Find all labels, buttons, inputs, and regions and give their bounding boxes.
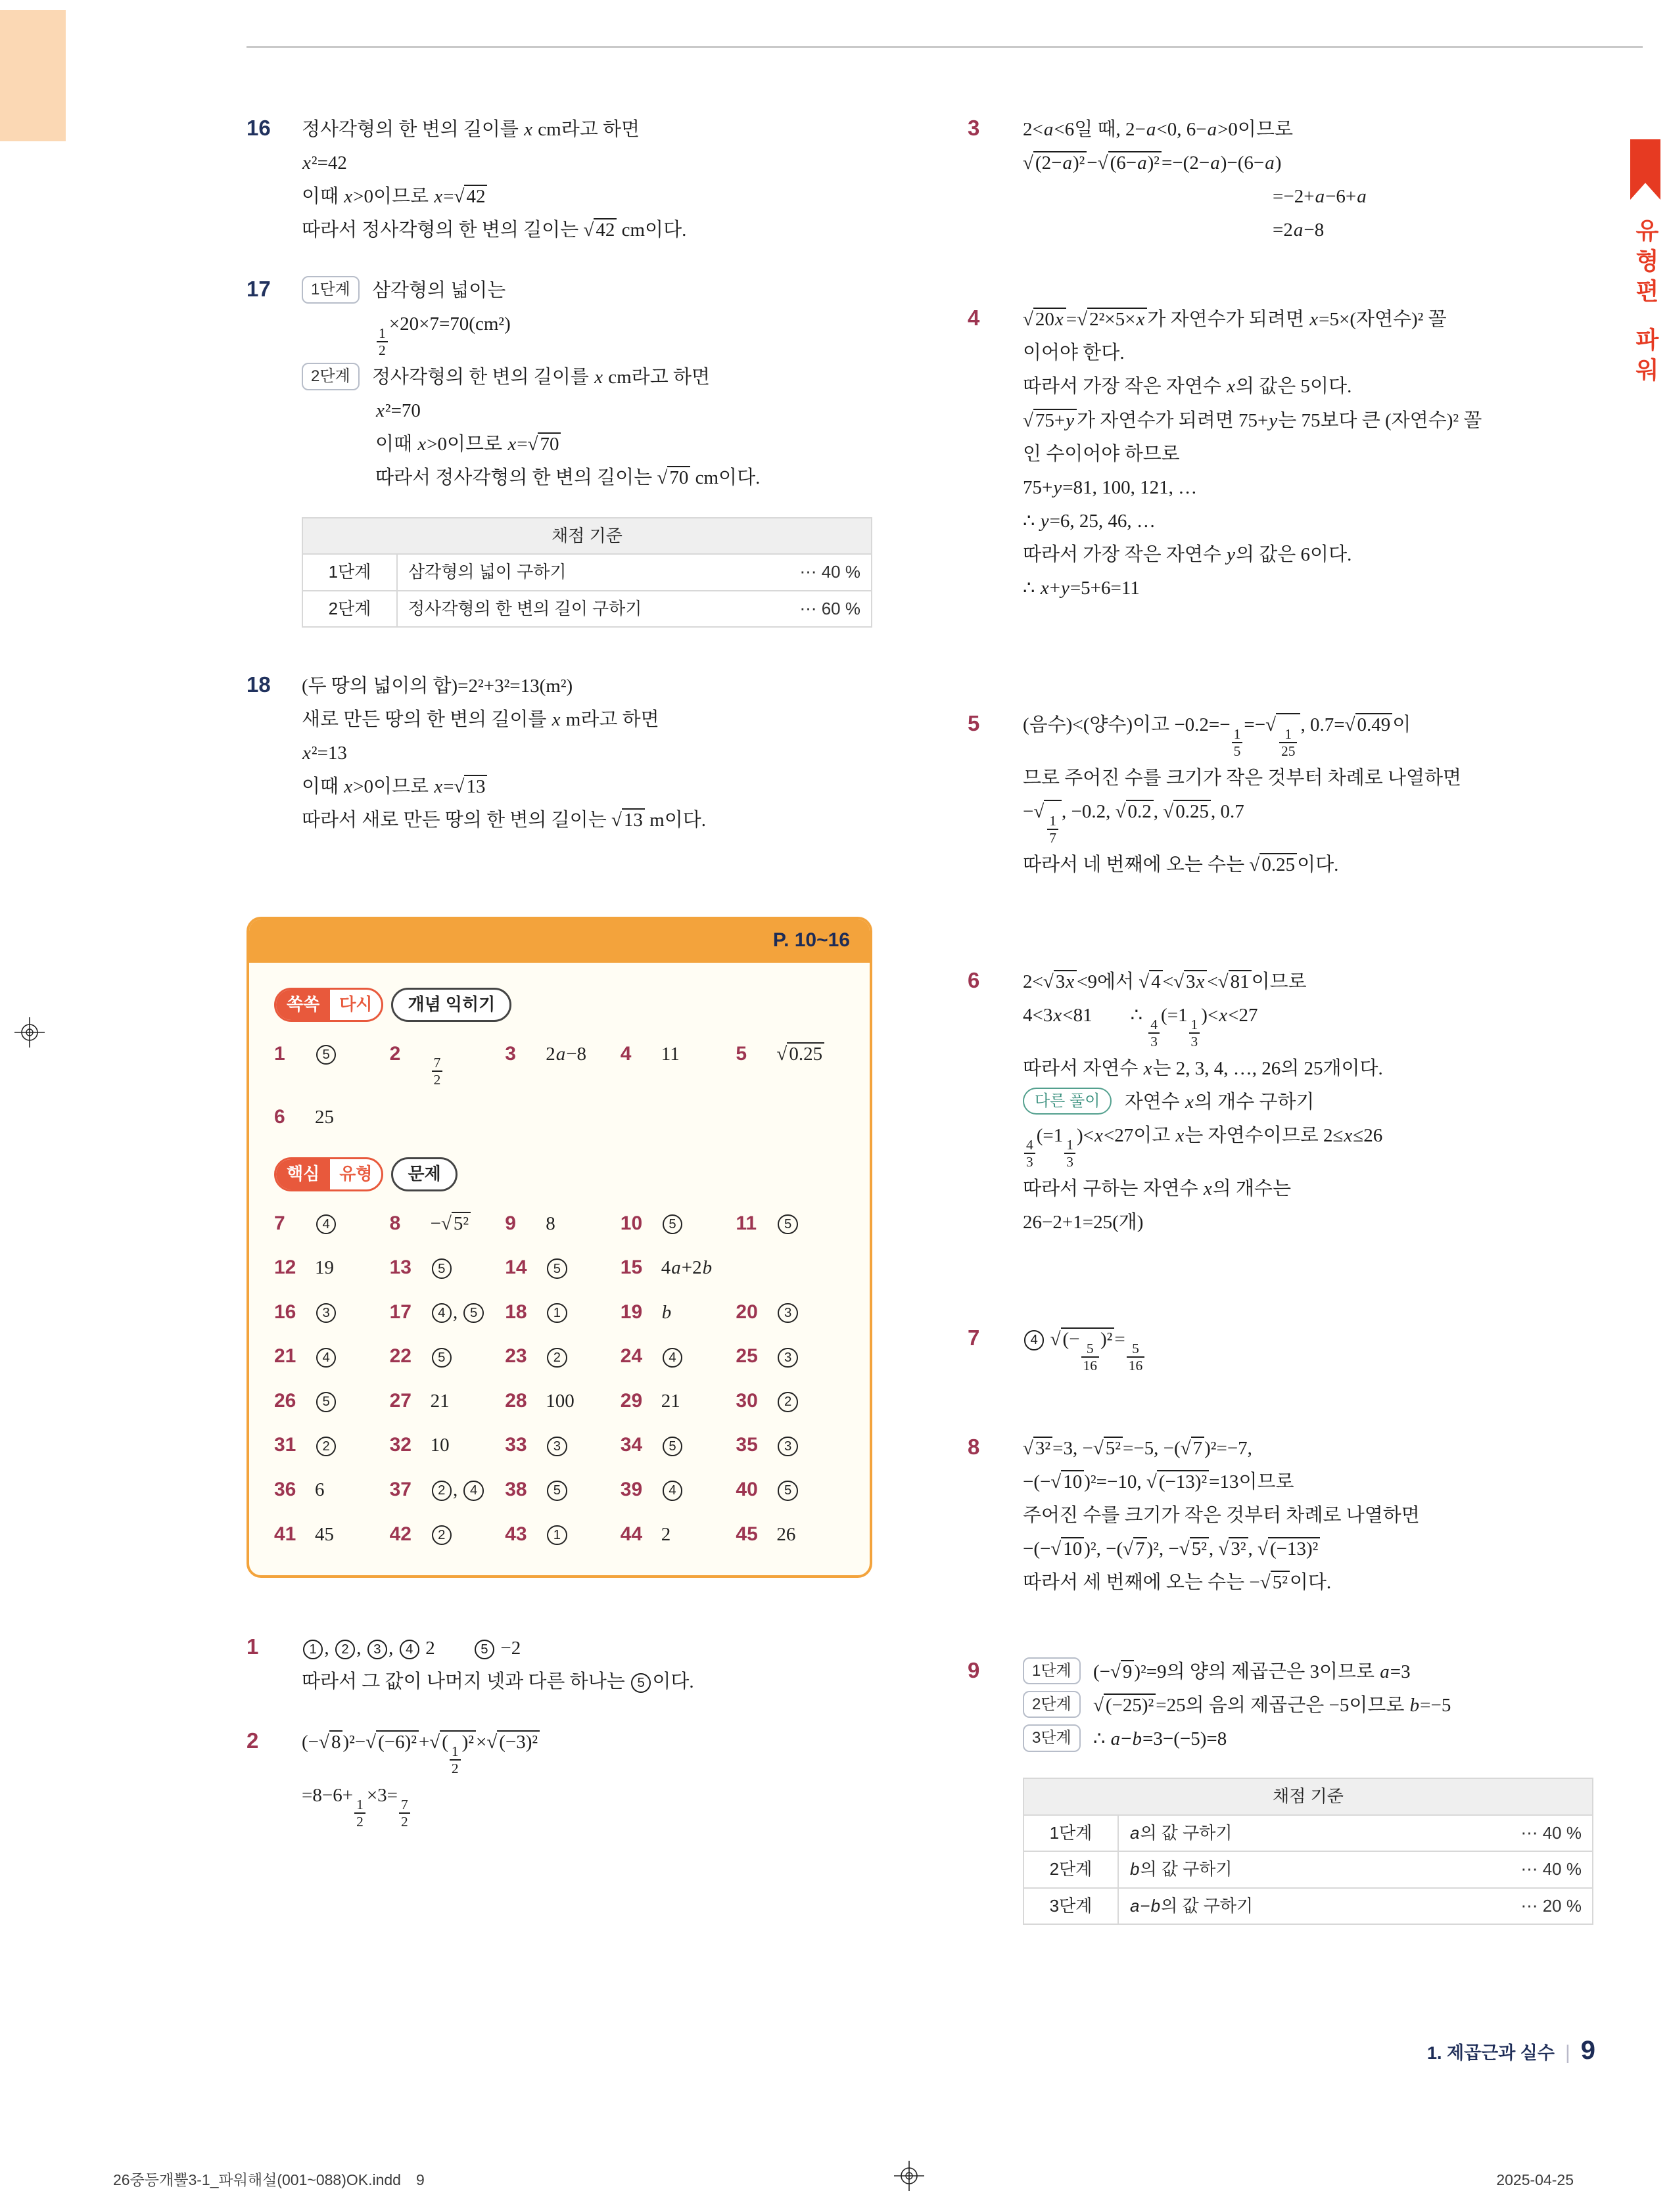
answer-value: 21 (430, 1390, 450, 1412)
answer-number: 25 (736, 1345, 758, 1368)
grading-percent: ⋯ 40 % (738, 554, 872, 591)
answer-number: 36 (274, 1479, 296, 1501)
grading-percent: ⋯ 60 % (738, 591, 872, 628)
problem-6 (968, 963, 1593, 1241)
solution-line: 4<3x<81 ∴ $\frac{4}{3}$ (=1 $\frac{1}{3}$ )<x<27 (1023, 1004, 1258, 1049)
answer-item (736, 1475, 845, 1505)
solution-line: 이어야 한다. (1023, 342, 1125, 364)
answer-item (736, 1039, 845, 1088)
answer-value: 5 (776, 1475, 799, 1504)
answer-value: 5 (661, 1209, 684, 1238)
type-label: 문제 (391, 1157, 457, 1191)
solution-line: 따라서 가장 작은 자연수 x의 값은 5이다. (1023, 376, 1352, 398)
problem-1 (247, 1629, 872, 1701)
solution-line: 이때 x>0이므로 x=√ 42 (302, 182, 872, 211)
solution-line: 1 , 2 , 3 , 4 2 5 −2 (302, 1634, 872, 1663)
answer-item (736, 1430, 845, 1460)
right-column (968, 110, 1593, 1964)
print-date: 2025-04-25 (1496, 2171, 1574, 2188)
grading-step: 1단계 (1023, 1815, 1118, 1852)
grading-desc: a−b의 값 구하기 (1118, 1888, 1459, 1925)
answer-item (736, 1519, 845, 1550)
answer-item (274, 1430, 383, 1460)
answer-number: 24 (620, 1345, 643, 1368)
answer-value: 4 (661, 1475, 684, 1504)
answer-item (621, 1475, 730, 1505)
answer-number: 26 (274, 1389, 296, 1412)
answer-item (621, 1297, 730, 1327)
solution-line: √ 20x =√ 2²×5×x 가 자연수가 되려면 x=5×(자연수)² 꼴 (1023, 309, 1447, 331)
problem-solution (1023, 300, 1593, 607)
answer-number: 42 (389, 1523, 411, 1545)
answer-value: 5 (315, 1040, 337, 1069)
answer-number: 23 (505, 1345, 527, 1368)
problem-number: 1 (247, 1634, 259, 1659)
solution-line: 2<√ 3x <9에서 √ 4 <√ 3x <√ 81 이므로 (1023, 971, 1307, 992)
answer-number: 2 (389, 1042, 401, 1065)
answer-value: 2 (431, 1520, 453, 1549)
solution-line: $\frac{4}{3}$ (=1 $\frac{1}{3}$ )<x<27이고 x는 자연수이므로 2≤x≤26 (1023, 1121, 1593, 1170)
grading-desc: a의 값 구하기 (1118, 1815, 1459, 1852)
grading-step: 2단계 (302, 591, 397, 628)
problem-17 (247, 271, 872, 497)
answer-value: 4 (315, 1342, 337, 1371)
answer-number: 32 (389, 1434, 411, 1456)
problem-solution (1023, 110, 1593, 249)
answer-value: 25 (315, 1107, 334, 1128)
print-info (113, 2169, 1574, 2192)
answer-item (736, 1297, 845, 1327)
answer-number: 34 (620, 1434, 643, 1456)
answer-item (274, 1297, 383, 1327)
solution-line: √ 3² =3, −√ 5² =−5, −(√ 7 )²=−7, (1023, 1437, 1252, 1459)
answer-number: 3 (505, 1042, 516, 1065)
solution-line: 다른 풀이 자연수 x의 개수 구하기 (1023, 1088, 1593, 1117)
answer-item (274, 1102, 383, 1132)
answer-value: 2 (546, 1342, 568, 1371)
problem-solution (302, 667, 872, 839)
answer-value: 2 (661, 1523, 671, 1545)
answer-value: 4a+2b (661, 1257, 713, 1279)
side-tab-label-bottom: 파워 (1632, 327, 1660, 388)
concept-label: 개념 익히기 (391, 988, 511, 1022)
answer-item (621, 1209, 730, 1239)
answer-value: 5 (431, 1253, 453, 1282)
answer-number: 28 (505, 1389, 527, 1412)
solution-line: 75+y=81, 100, 121, … (1023, 476, 1198, 498)
grading-percent: ⋯ 40 % (1459, 1815, 1593, 1852)
problem-number: 8 (968, 1434, 980, 1459)
answer-number: 38 (505, 1479, 527, 1501)
solution-line: ∴ y=6, 25, 46, … (1023, 510, 1156, 532)
answer-number: 10 (620, 1212, 643, 1234)
answer-value: 3 (546, 1431, 568, 1460)
footer-section-title: 1. 제곱근과 실수 (1426, 2043, 1555, 2063)
answer-value: 6 (315, 1479, 325, 1501)
answer-number: 39 (620, 1479, 643, 1501)
answer-item (505, 1341, 614, 1371)
solution-line: 따라서 가장 작은 자연수 y의 값은 6이다. (1023, 543, 1352, 565)
answer-value: 5 (661, 1431, 684, 1460)
answer-value: 4 (315, 1209, 337, 1238)
solution-line: √ (2−a)² −√ (6−a)² =−(2−a)−(6−a) (1023, 152, 1282, 174)
answer-box-page-range: P. 10~16 (249, 919, 870, 963)
side-tab (1627, 139, 1664, 388)
answer-item (505, 1430, 614, 1460)
answer-number: 13 (389, 1256, 411, 1279)
answer-number: 16 (274, 1301, 296, 1323)
answer-item (390, 1039, 499, 1088)
bookmark-icon (1630, 139, 1660, 200)
solution-line: 26−2+1=25(개) (1023, 1211, 1144, 1233)
answer-number: 27 (389, 1389, 411, 1412)
problem-solution (1023, 963, 1593, 1241)
answer-value: 1 (546, 1520, 568, 1549)
answer-value: 2a−8 (546, 1043, 587, 1065)
answer-number: 19 (620, 1301, 643, 1323)
answer-item (390, 1386, 499, 1416)
solution-line: −√ $\frac{1}{7}$ , −0.2, √ 0.2 , √ 0.25 , 0.7 (1023, 800, 1244, 846)
solution-line: 따라서 구하는 자연수 x의 개수는 (1023, 1178, 1292, 1199)
answer-number: 18 (505, 1301, 527, 1323)
answer-number: 44 (620, 1523, 643, 1545)
answer-item (505, 1209, 614, 1239)
problem-number: 2 (247, 1728, 259, 1753)
answer-number: 20 (736, 1301, 758, 1323)
problem-9 (968, 1653, 1593, 1758)
solution-line: 인 수이어야 하므로 (1023, 443, 1180, 465)
solution-line: (−√ 8 )²−√ (−6)² +√ ( $\frac{1}{2}$ )² ×√ (−3)² (302, 1728, 872, 1776)
solution-line: 정사각형의 한 변의 길이를 x cm라고 하면 (302, 119, 640, 140)
answer-number: 40 (736, 1479, 758, 1501)
problem-number: 4 (968, 306, 980, 331)
answer-box (247, 917, 872, 1578)
solution-line: 3단계 ∴ a−b=3−(−5)=8 (1023, 1724, 1593, 1753)
answer-item (274, 1039, 383, 1088)
answer-value: 5 (431, 1342, 453, 1371)
answer-item (274, 1519, 383, 1550)
answer-item (736, 1341, 845, 1371)
answer-value: 19 (315, 1257, 334, 1279)
answer-number: 45 (736, 1523, 758, 1545)
solution-line: =−2+a−6+a (1273, 186, 1367, 208)
answer-item (390, 1430, 499, 1460)
grading-table-17 (302, 517, 872, 628)
answer-number: 29 (620, 1389, 643, 1412)
solution-line: 주어진 수를 크기가 작은 것부터 차례로 나열하면 (1023, 1504, 1420, 1526)
solution-line: =8−6+ $\frac{1}{2}$ ×3= $\frac{7}{2}$ (302, 1781, 872, 1830)
answer-item (621, 1253, 845, 1283)
answer-item (390, 1519, 499, 1550)
answer-box-body (249, 963, 870, 1575)
answer-item (274, 1253, 383, 1283)
solution-line: 새로 만든 땅의 한 변의 길이를 x m라고 하면 (302, 709, 659, 731)
problem-number: 9 (968, 1658, 980, 1683)
answer-value: 2 (315, 1431, 337, 1460)
grading-percent: ⋯ 20 % (1459, 1888, 1593, 1925)
answer-item (621, 1519, 730, 1550)
answer-item (621, 1430, 730, 1460)
answer-value: √ 0.25 (776, 1040, 824, 1069)
answer-item (505, 1475, 614, 1505)
answer-item (274, 1341, 383, 1371)
problem-number: 16 (247, 116, 271, 140)
problem-solution (302, 1723, 872, 1834)
answer-number: 4 (620, 1042, 632, 1065)
answer-item (621, 1039, 730, 1088)
solution-line: ∴ x+y=5+6=11 (1023, 577, 1140, 599)
grading-row (302, 554, 872, 591)
footer-page-number: 9 (1580, 2036, 1595, 2065)
left-column (247, 110, 872, 1871)
problem-7 (968, 1320, 1593, 1378)
answer-item (390, 1475, 499, 1505)
solution-line: 따라서 정사각형의 한 변의 길이는 √ 70 cm이다. (375, 467, 761, 489)
side-tab-label-top: 유형편 (1632, 218, 1660, 309)
solution-line: =2a−8 (1273, 219, 1325, 241)
answer-value: 3 (776, 1342, 799, 1371)
answer-number: 21 (274, 1345, 296, 1368)
answer-value: 4 (661, 1342, 684, 1371)
grading-table-header-row (302, 518, 872, 555)
solution-line: √ 75+y 가 자연수가 되려면 75+y는 75보다 큰 (자연수)² 꼴 (1023, 409, 1482, 431)
solution-line: 4 √ (− $\frac{5}{16}$ )² = $\frac{5}{16}$ (1023, 1325, 1593, 1373)
registration-mark-icon (894, 2161, 924, 2191)
grading-percent: ⋯ 40 % (1459, 1851, 1593, 1888)
answer-number: 11 (736, 1212, 757, 1234)
answer-value: 10 (430, 1435, 450, 1456)
problem-number: 18 (247, 672, 271, 697)
grading-table-header-row (1023, 1778, 1593, 1815)
problem-solution (302, 1629, 872, 1701)
solution-line: $\frac{1}{2}$ ×20×7=70(cm²) (302, 310, 872, 358)
grading-row (1023, 1888, 1593, 1925)
concept-pill-right: 다시 (339, 994, 373, 1015)
solution-line: 따라서 정사각형의 한 변의 길이는 √ 42 cm이다. (302, 219, 687, 241)
problem-18 (247, 667, 872, 839)
answer-number: 8 (389, 1212, 401, 1234)
answer-value: 1 (546, 1298, 568, 1327)
answer-value: 100 (546, 1390, 575, 1412)
type-answers (274, 1209, 845, 1550)
answer-number: 1 (274, 1042, 285, 1065)
answer-number: 31 (274, 1434, 296, 1456)
answer-number: 15 (620, 1256, 643, 1279)
problem-3 (968, 110, 1593, 249)
answer-value: 3 (315, 1298, 337, 1327)
problem-solution (1023, 706, 1593, 884)
answer-number: 30 (736, 1389, 758, 1412)
solution-line: −(−√ 10 )²=−10, √ (−13)² =13이므로 (1023, 1471, 1294, 1492)
answer-number: 7 (274, 1212, 285, 1234)
answer-number: 14 (505, 1256, 527, 1279)
problem-8 (968, 1429, 1593, 1601)
answer-number: 35 (736, 1434, 758, 1456)
footer-divider: | (1564, 2042, 1570, 2063)
answer-value: 8 (546, 1212, 555, 1234)
answer-number: 33 (505, 1434, 527, 1456)
solution-line: 이때 x>0이므로 x=√ 13 (302, 772, 872, 801)
answer-value: 45 (315, 1523, 334, 1545)
concept-pill-left: 쏙쏙 (276, 990, 330, 1020)
answer-item (274, 1475, 383, 1505)
answer-item (390, 1341, 499, 1371)
solution-line: 따라서 그 값이 나머지 넷과 다른 하나는 5 이다. (302, 1671, 694, 1693)
grading-step: 3단계 (1023, 1888, 1118, 1925)
grading-desc: 정사각형의 한 변의 길이 구하기 (397, 591, 738, 628)
problem-16 (247, 110, 872, 249)
answer-item (621, 1386, 730, 1416)
answer-item (505, 1039, 614, 1088)
answer-value: 2 (776, 1387, 799, 1416)
answer-item (736, 1386, 845, 1416)
problem-number: 6 (968, 967, 980, 992)
problem-solution (1023, 1429, 1593, 1601)
answer-value: 21 (661, 1390, 680, 1412)
answer-value: b (661, 1301, 672, 1323)
answer-number: 12 (274, 1256, 296, 1279)
answer-number: 5 (736, 1042, 747, 1065)
solution-line: x²=70 (376, 400, 421, 422)
concept-badges (274, 988, 845, 1022)
top-rule (247, 46, 1643, 48)
answer-item (505, 1297, 614, 1327)
solution-line: 므로 주어진 수를 크기가 작은 것부터 차례로 나열하면 (1023, 767, 1462, 789)
solution-line: 1단계 삼각형의 넓이는 (302, 276, 872, 305)
grading-table-title: 채점 기준 (1023, 1778, 1593, 1815)
solution-line: 2단계 √ (−25)² =25의 음의 제곱근은 −5이므로 b=−5 (1023, 1691, 1593, 1720)
type-pill-right: 유형 (339, 1164, 373, 1184)
answer-number: 37 (389, 1479, 411, 1501)
problem-number: 5 (968, 711, 980, 736)
grading-table-9 (1023, 1778, 1593, 1925)
page-footer (1427, 2031, 1595, 2071)
answer-value: 5 (546, 1475, 568, 1504)
type-pill-left: 핵심 (276, 1159, 330, 1189)
answer-value: 3 (776, 1298, 799, 1327)
problem-solution (1023, 1320, 1593, 1378)
answer-value: 5 (315, 1387, 337, 1416)
solution-line: 따라서 새로 만든 땅의 한 변의 길이는 √ 13 m이다. (302, 810, 706, 831)
corner-accent (0, 10, 66, 141)
solution-line: 2<a<6일 때, 2−a<0, 6−a>0이므로 (1023, 119, 1293, 140)
solution-line: −(−√ 10 )², −(√ 7 )², −√ 5² , √ 3² , √ (−13)² (1023, 1534, 1593, 1563)
solution-line: (두 땅의 넓이의 합)=2²+3²=13(m²) (302, 676, 573, 697)
solution-line: 1단계 (−√ 9 )²=9의 양의 제곱근은 3이므로 a=3 (1023, 1657, 1593, 1686)
solution-line: 따라서 자연수 x는 2, 3, 4, …, 26의 25개이다. (1023, 1057, 1383, 1079)
answer-item (621, 1341, 730, 1371)
answer-item (505, 1253, 614, 1283)
print-file-name: 26중등개뿔3-1_파워해설(001~088)OK.indd 9 (113, 2171, 425, 2188)
problem-4 (968, 300, 1593, 607)
problem-number: 17 (247, 277, 271, 302)
grading-step: 1단계 (302, 554, 397, 591)
answer-item (390, 1253, 499, 1283)
problem-solution (302, 110, 872, 249)
solution-line: x²=42 (302, 152, 347, 174)
grading-row (1023, 1851, 1593, 1888)
answer-number: 43 (505, 1523, 527, 1545)
answer-value: 5 (546, 1253, 568, 1282)
grading-step: 2단계 (1023, 1851, 1118, 1888)
answer-item (390, 1209, 499, 1239)
solution-line: 이때 x>0이므로 x=√ 70 (302, 430, 872, 459)
answer-number: 22 (389, 1345, 411, 1368)
solution-line: x²=13 (302, 743, 347, 764)
answer-item (736, 1209, 845, 1239)
registration-mark-icon (14, 1017, 45, 1048)
problem-number: 7 (968, 1325, 980, 1350)
problem-solution (1023, 1653, 1593, 1758)
answer-number: 17 (389, 1301, 411, 1323)
answer-item (505, 1386, 614, 1416)
answer-value: 2 , 4 (431, 1475, 485, 1504)
answer-item (274, 1209, 383, 1239)
answer-item (505, 1519, 614, 1550)
grading-table-title: 채점 기준 (302, 518, 872, 555)
problem-number: 3 (968, 116, 980, 140)
answer-item (390, 1297, 499, 1327)
grading-row (302, 591, 872, 628)
solution-line: 따라서 세 번째에 오는 수는 −√ 5² 이다. (1023, 1572, 1332, 1594)
grading-row (1023, 1815, 1593, 1852)
grading-desc: b의 값 구하기 (1118, 1851, 1459, 1888)
solution-line: 따라서 네 번째에 오는 수는 √ 0.25 이다. (1023, 854, 1339, 875)
answer-value: 3 (776, 1431, 799, 1460)
problem-solution (302, 271, 872, 497)
solution-line: (음수)<(양수)이고 −0.2=− $\frac{1}{5}$ =−√ $\frac{1}{25}$ , 0.7=√ 0.49 이 (1023, 714, 1411, 759)
type-pill (274, 1157, 383, 1191)
answer-number: 6 (274, 1106, 285, 1128)
concept-pill (274, 988, 383, 1022)
problem-5 (968, 706, 1593, 884)
answer-number: 9 (505, 1212, 516, 1234)
answer-number: 41 (274, 1523, 296, 1545)
answer-value: 5 (776, 1209, 799, 1238)
concept-answers (274, 1039, 845, 1132)
answer-value: 26 (776, 1523, 796, 1545)
answer-value: $\frac{7}{2}$ (431, 1040, 444, 1088)
answer-value: 11 (661, 1043, 680, 1065)
answer-value: 4 , 5 (431, 1298, 485, 1327)
answer-item (274, 1386, 383, 1416)
type-badges (274, 1157, 845, 1191)
problem-2 (247, 1723, 872, 1834)
answer-value: −√ 5² (431, 1209, 471, 1238)
grading-desc: 삼각형의 넓이 구하기 (397, 554, 738, 591)
solution-line: 2단계 정사각형의 한 변의 길이를 x cm라고 하면 (302, 363, 872, 392)
